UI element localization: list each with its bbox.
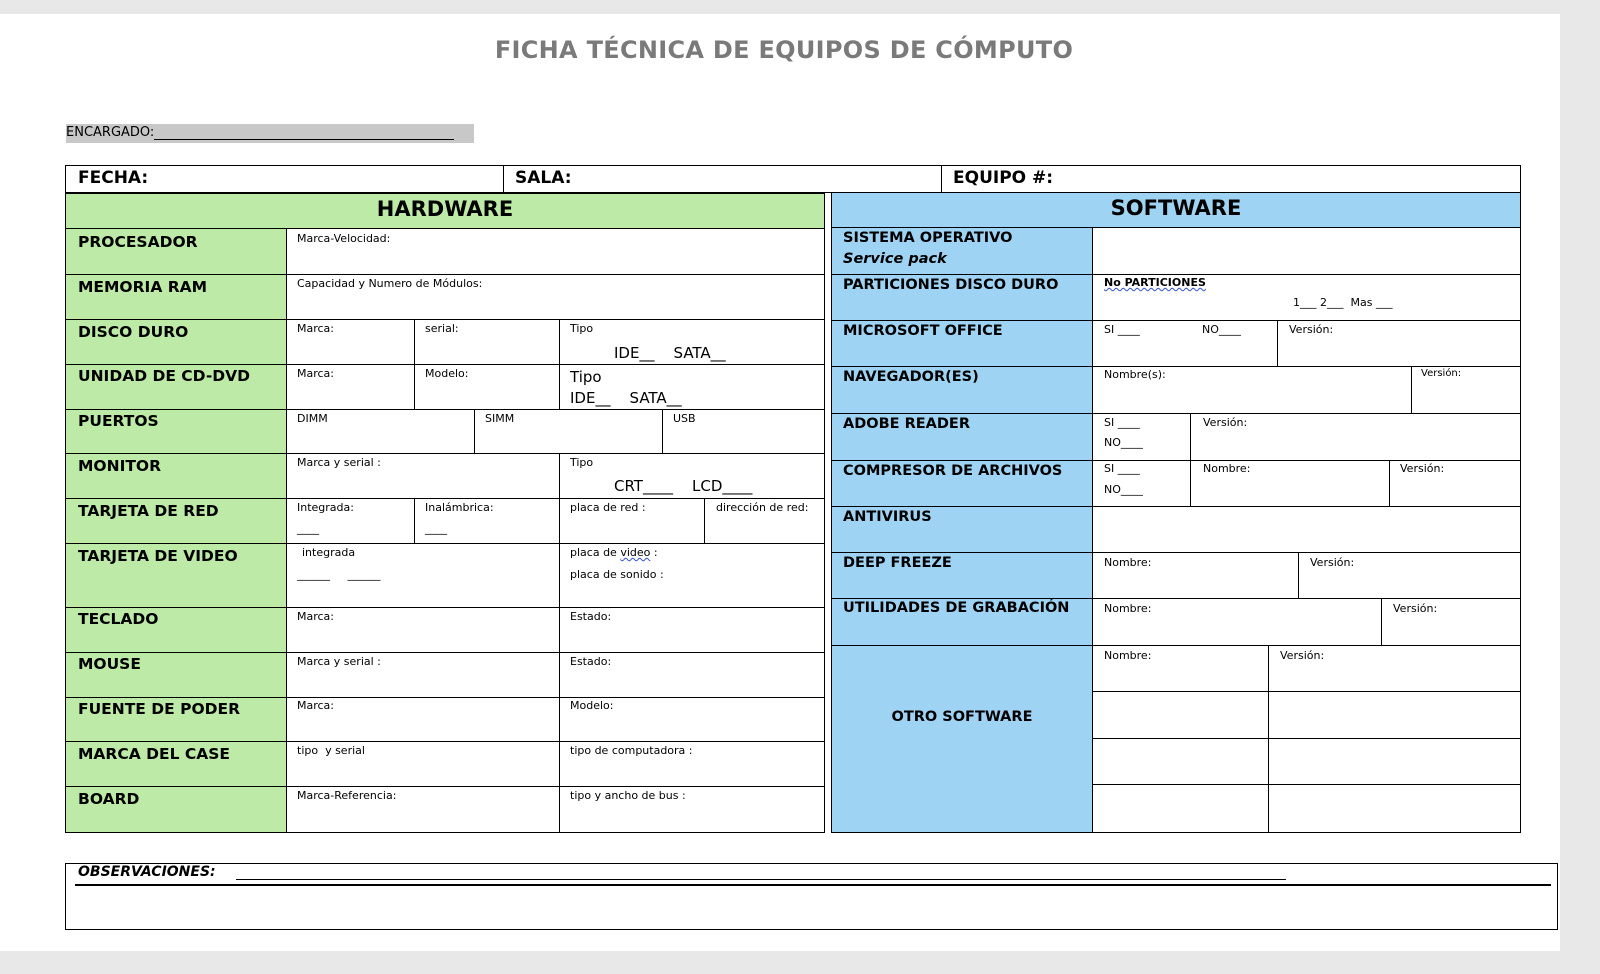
office-si-option[interactable]: SI ____ xyxy=(1104,323,1140,336)
cd-marca-field[interactable]: Marca: xyxy=(297,367,335,380)
row-line xyxy=(831,320,1521,321)
case-computadora-field[interactable]: tipo de computadora : xyxy=(570,744,693,757)
puertos-dimm-field[interactable]: DIMM xyxy=(297,412,328,425)
procesador-marca-field[interactable]: Marca-Velocidad: xyxy=(297,232,391,245)
board-label: BOARD xyxy=(78,790,140,808)
fecha-field[interactable]: FECHA: xyxy=(78,168,149,188)
puertos-simm-field[interactable]: SIMM xyxy=(485,412,515,425)
servicepack-label: Service pack xyxy=(843,251,947,267)
row-line xyxy=(65,741,825,742)
board-bus-field[interactable]: tipo y ancho de bus : xyxy=(570,789,686,802)
red-integrada-blank[interactable]: ____ xyxy=(297,522,319,535)
memoria-capacidad-field[interactable]: Capacidad y Numero de Módulos: xyxy=(297,277,483,290)
divider xyxy=(662,409,663,453)
antivirus-label: ANTIVIRUS xyxy=(843,509,932,525)
case-tipo-field[interactable]: tipo y serial xyxy=(297,744,365,757)
divider xyxy=(1389,460,1390,506)
row-line xyxy=(1092,784,1521,785)
monitor-marca-field[interactable]: Marca y serial : xyxy=(297,456,381,469)
row-line xyxy=(65,453,825,454)
row-line xyxy=(65,697,825,698)
row-line xyxy=(65,319,825,320)
compresor-si-option[interactable]: SI ____ xyxy=(1104,462,1140,475)
row-line xyxy=(831,366,1521,367)
teclado-marca-field[interactable]: Marca: xyxy=(297,610,335,623)
navegador-version-field[interactable]: Versión: xyxy=(1421,368,1462,379)
row-line xyxy=(831,274,1521,275)
row-line xyxy=(1092,738,1521,739)
video-placa-field[interactable] xyxy=(570,546,658,559)
row-line xyxy=(65,409,825,410)
divider xyxy=(1190,413,1191,506)
particiones-count-options[interactable]: 1___ 2___ Mas ___ xyxy=(1293,296,1393,309)
red-integrada-field[interactable]: Integrada: xyxy=(297,501,354,514)
compresor-version-field[interactable]: Versión: xyxy=(1400,462,1445,475)
freeze-version-field[interactable]: Versión: xyxy=(1310,556,1355,569)
red-direccion-field[interactable]: dirección de red: xyxy=(716,501,809,514)
adobe-no-option[interactable]: NO____ xyxy=(1104,436,1143,449)
row-line xyxy=(831,413,1521,414)
divider xyxy=(1411,366,1412,413)
row-line xyxy=(65,607,825,608)
particiones-label: PARTICIONES DISCO DURO xyxy=(843,277,1059,293)
video-placa-colon: : xyxy=(650,546,658,559)
particiones-no-text: No PARTICIONES xyxy=(1104,276,1206,289)
divider xyxy=(704,498,705,543)
navegador-label: NAVEGADOR(ES) xyxy=(843,369,979,385)
procesador-label: PROCESADOR xyxy=(78,233,198,251)
cd-modelo-field[interactable]: Modelo: xyxy=(425,367,469,380)
divider xyxy=(503,165,504,193)
encargado-label: ENCARGADO: xyxy=(66,125,155,140)
disco-serial-field[interactable]: serial: xyxy=(425,322,459,335)
encargado-line xyxy=(154,127,454,140)
row-line xyxy=(831,460,1521,461)
mouse-estado-field[interactable]: Estado: xyxy=(570,655,612,668)
adobe-si-option[interactable]: SI ____ xyxy=(1104,416,1140,429)
monitor-tipo-field[interactable]: Tipo xyxy=(570,456,594,469)
monitor-tipo-options[interactable]: CRT____ LCD____ xyxy=(614,477,753,495)
row-line xyxy=(831,552,1521,553)
divider xyxy=(1298,552,1299,598)
divider xyxy=(559,319,560,409)
adobe-version-field[interactable]: Versión: xyxy=(1203,416,1248,429)
case-label: MARCA DEL CASE xyxy=(78,745,230,763)
observaciones-label: OBSERVACIONES: xyxy=(78,864,216,880)
header-row xyxy=(65,165,1521,193)
divider xyxy=(1381,598,1382,645)
sala-field[interactable]: SALA: xyxy=(515,168,572,188)
so-label: SISTEMA OPERATIVO xyxy=(843,230,1013,246)
otro-software-label: OTRO SOFTWARE xyxy=(891,709,1033,725)
memoria-label: MEMORIA RAM xyxy=(78,278,208,296)
divider xyxy=(1268,645,1269,832)
teclado-estado-field[interactable]: Estado: xyxy=(570,610,612,623)
software-heading: SOFTWARE xyxy=(1110,196,1242,220)
otro-version-field[interactable]: Versión: xyxy=(1280,649,1325,662)
hardware-heading: HARDWARE xyxy=(376,197,514,221)
navegador-nombre-field[interactable]: Nombre(s): xyxy=(1104,368,1166,381)
video-placa-word: video xyxy=(620,546,651,559)
observaciones-line xyxy=(236,879,1286,880)
disco-tipo-field[interactable]: Tipo xyxy=(570,322,594,335)
row-line xyxy=(1092,691,1521,692)
mouse-label: MOUSE xyxy=(78,655,141,673)
divider xyxy=(414,498,415,543)
row-line xyxy=(65,543,825,544)
grabacion-version-field[interactable]: Versión: xyxy=(1393,602,1438,615)
divider xyxy=(474,409,475,453)
red-placa-field[interactable]: placa de red : xyxy=(570,501,646,514)
fuente-label: FUENTE DE PODER xyxy=(78,700,241,718)
observaciones-rule xyxy=(75,884,1551,886)
fuente-modelo-field[interactable]: Modelo: xyxy=(570,699,614,712)
row-line xyxy=(65,274,825,275)
grabacion-label: UTILIDADES DE GRABACIÓN xyxy=(843,600,1070,616)
compresor-no-option[interactable]: NO____ xyxy=(1104,483,1143,496)
disco-marca-field[interactable]: Marca: xyxy=(297,322,335,335)
row-line xyxy=(65,498,825,499)
row-line xyxy=(65,364,825,365)
row-line xyxy=(65,786,825,787)
cd-label: UNIDAD DE CD-DVD xyxy=(78,367,250,385)
row-line xyxy=(831,506,1521,507)
video-integrada-field[interactable]: integrada xyxy=(302,546,356,559)
puertos-usb-field[interactable]: USB xyxy=(673,412,696,425)
freeze-label: DEEP FREEZE xyxy=(843,555,952,571)
cd-tipo-options[interactable]: IDE__ SATA__ xyxy=(570,389,682,407)
disco-tipo-options[interactable]: IDE__ SATA__ xyxy=(614,344,726,362)
freeze-nombre-field[interactable]: Nombre: xyxy=(1104,556,1152,569)
compresor-label: COMPRESOR DE ARCHIVOS xyxy=(843,463,1063,479)
red-inalambrica-blank[interactable]: ____ xyxy=(425,522,447,535)
divider xyxy=(559,453,560,832)
equipo-field[interactable]: EQUIPO #: xyxy=(953,168,1054,188)
disco-label: DISCO DURO xyxy=(78,323,189,341)
office-no-option[interactable]: NO____ xyxy=(1202,323,1241,336)
row-line xyxy=(831,598,1521,599)
puertos-label: PUERTOS xyxy=(78,412,159,430)
encargado-field[interactable] xyxy=(66,124,474,143)
adobe-label: ADOBE READER xyxy=(843,416,970,432)
office-label: MICROSOFT OFFICE xyxy=(843,323,1003,339)
video-integrada-blank[interactable]: ______ ______ xyxy=(297,568,381,581)
divider xyxy=(1277,320,1278,366)
red-inalambrica-field[interactable]: Inalámbrica: xyxy=(425,501,494,514)
teclado-label: TECLADO xyxy=(78,610,159,628)
compresor-nombre-field[interactable]: Nombre: xyxy=(1203,462,1251,475)
video-label: TARJETA DE VIDEO xyxy=(78,547,238,565)
divider xyxy=(414,319,415,409)
cd-tipo-field[interactable]: Tipo xyxy=(570,368,602,386)
otro-nombre-field[interactable]: Nombre: xyxy=(1104,649,1152,662)
row-line xyxy=(831,645,1521,646)
grabacion-nombre-field[interactable]: Nombre: xyxy=(1104,602,1152,615)
row-line xyxy=(65,652,825,653)
divider xyxy=(941,165,942,193)
particiones-no-field[interactable] xyxy=(1104,276,1206,289)
fuente-marca-field[interactable]: Marca: xyxy=(297,699,335,712)
sonido-placa-field[interactable]: placa de sonido : xyxy=(570,568,664,581)
board-marca-field[interactable]: Marca-Referencia: xyxy=(297,789,397,802)
video-placa-text: placa de xyxy=(570,546,621,559)
document-title: FICHA TÉCNICA DE EQUIPOS DE CÓMPUTO xyxy=(494,36,1074,64)
office-version-field[interactable]: Versión: xyxy=(1289,323,1334,336)
monitor-label: MONITOR xyxy=(78,457,162,475)
divider xyxy=(1092,228,1093,832)
mouse-marca-field[interactable]: Marca y serial : xyxy=(297,655,381,668)
observaciones-box[interactable] xyxy=(65,863,1558,930)
red-label: TARJETA DE RED xyxy=(78,502,219,520)
